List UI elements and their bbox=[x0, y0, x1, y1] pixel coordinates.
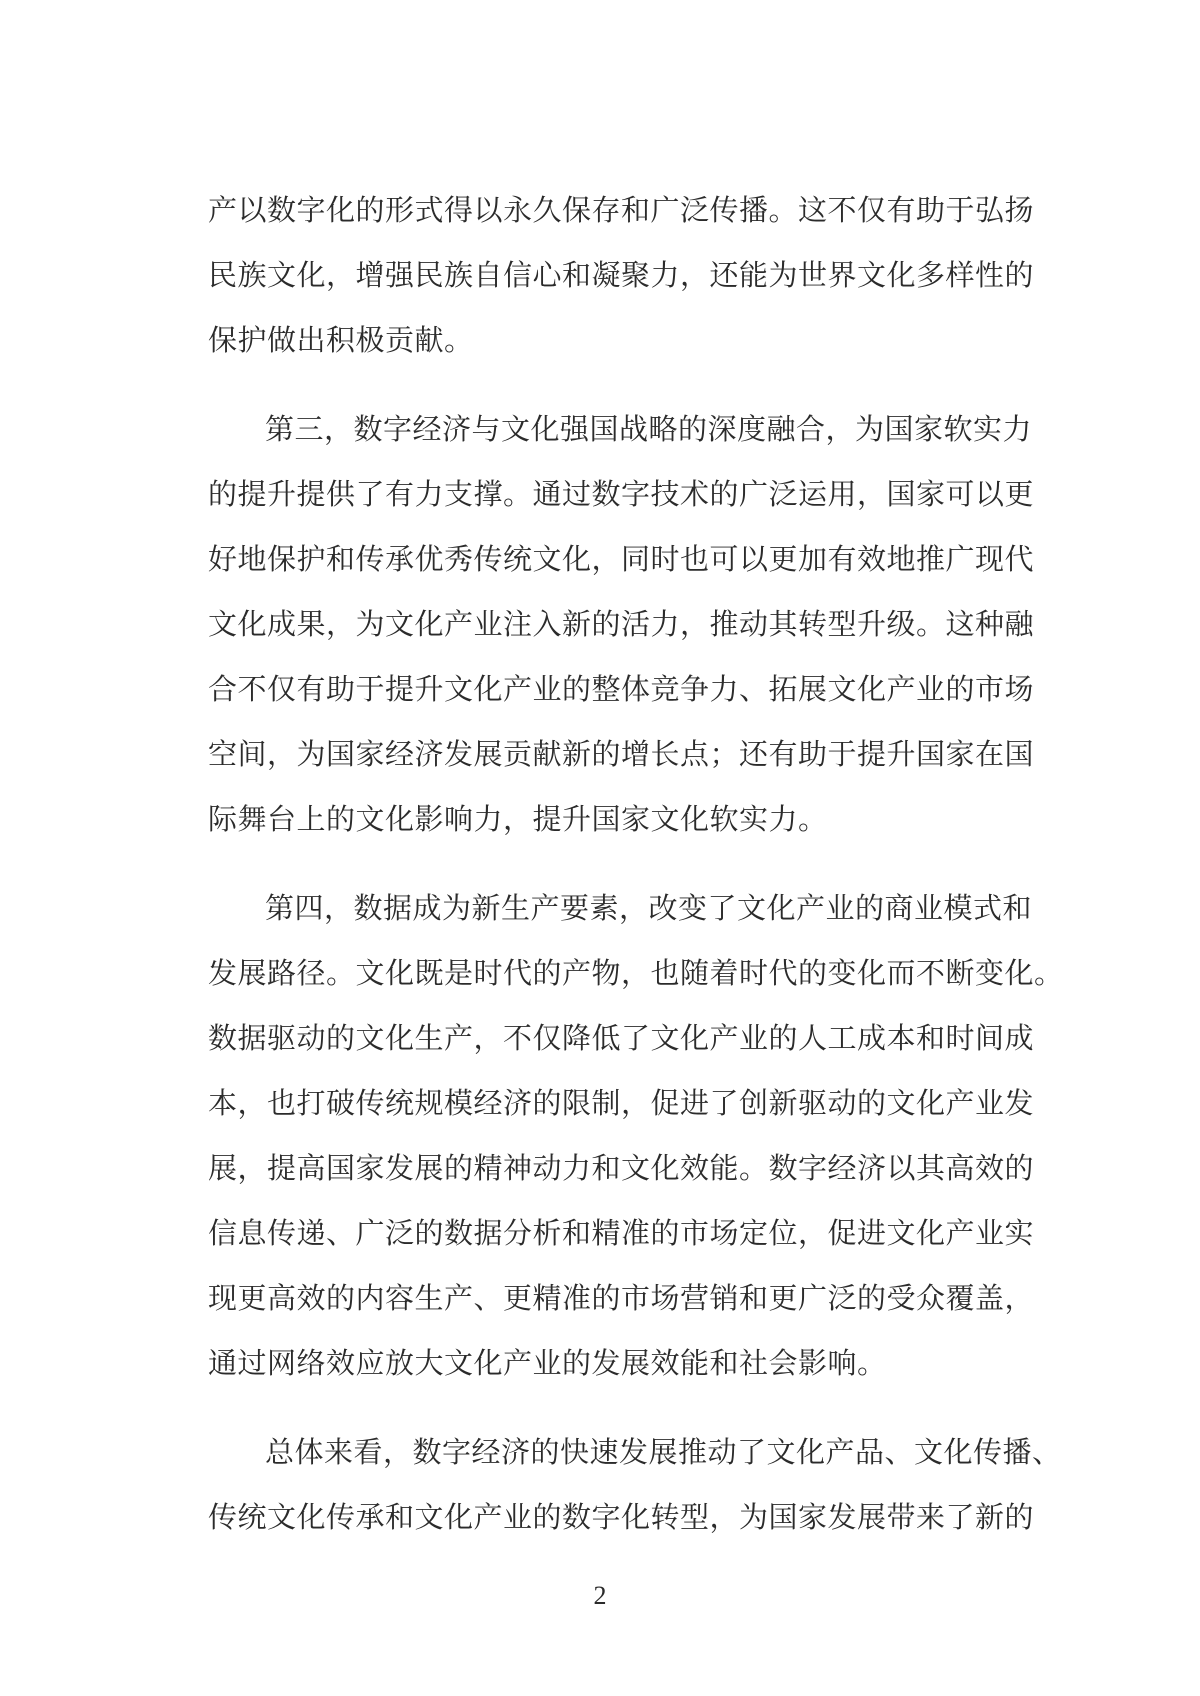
paragraph-spacing bbox=[208, 373, 1008, 397]
text-line: 产以数字化的形式得以永久保存和广泛传播。这不仅有助于弘扬 bbox=[208, 193, 1035, 227]
text-line: 际舞台上的文化影响力，提升国家文化软实力。 bbox=[208, 802, 828, 836]
text-line: 数据驱动的文化生产，不仅降低了文化产业的人工成本和时间成 bbox=[208, 1021, 1035, 1055]
text-line: 的提升提供了有力支撑。通过数字技术的广泛运用，国家可以更 bbox=[208, 477, 1035, 511]
body-text bbox=[208, 178, 1064, 1550]
text-line: 合不仅有助于提升文化产业的整体竞争力、拓展文化产业的市场 bbox=[208, 672, 1035, 706]
text-line: 总体来看，数字经济的快速发展推动了文化产品、文化传播、 bbox=[265, 1435, 1062, 1469]
paragraph-2 bbox=[208, 397, 1035, 852]
paragraph-spacing bbox=[208, 852, 1008, 876]
text-line: 好地保护和传承优秀传统文化，同时也可以更加有效地推广现代 bbox=[208, 542, 1035, 576]
text-line: 通过网络效应放大文化产业的发展效能和社会影响。 bbox=[208, 1346, 887, 1380]
text-line: 信息传递、广泛的数据分析和精准的市场定位，促进文化产业实 bbox=[208, 1216, 1035, 1250]
page-number: 2 bbox=[593, 1581, 607, 1610]
text-line: 展，提高国家发展的精神动力和文化效能。数字经济以其高效的 bbox=[208, 1151, 1035, 1185]
text-line: 发展路径。文化既是时代的产物，也随着时代的变化而不断变化。 bbox=[208, 956, 1064, 990]
paragraph-3 bbox=[208, 876, 1064, 1396]
text-line: 传统文化传承和文化产业的数字化转型，为国家发展带来了新的 bbox=[208, 1500, 1035, 1534]
paragraph-4 bbox=[208, 1420, 1062, 1550]
text-line: 第三，数字经济与文化强国战略的深度融合，为国家软实力 bbox=[265, 412, 1033, 446]
text-line: 空间，为国家经济发展贡献新的增长点；还有助于提升国家在国 bbox=[208, 737, 1035, 771]
text-line: 第四，数据成为新生产要素，改变了文化产业的商业模式和 bbox=[265, 891, 1033, 925]
paragraph-spacing bbox=[208, 1396, 1008, 1420]
text-line: 本，也打破传统规模经济的限制，促进了创新驱动的文化产业发 bbox=[208, 1086, 1035, 1120]
text-line: 保护做出积极贡献。 bbox=[208, 323, 474, 357]
paragraph-1 bbox=[208, 178, 1035, 373]
text-line: 现更高效的内容生产、更精准的市场营销和更广泛的受众覆盖， bbox=[208, 1281, 1035, 1315]
text-line: 民族文化，增强民族自信心和凝聚力，还能为世界文化多样性的 bbox=[208, 258, 1035, 292]
text-line: 文化成果，为文化产业注入新的活力，推动其转型升级。这种融 bbox=[208, 607, 1035, 641]
